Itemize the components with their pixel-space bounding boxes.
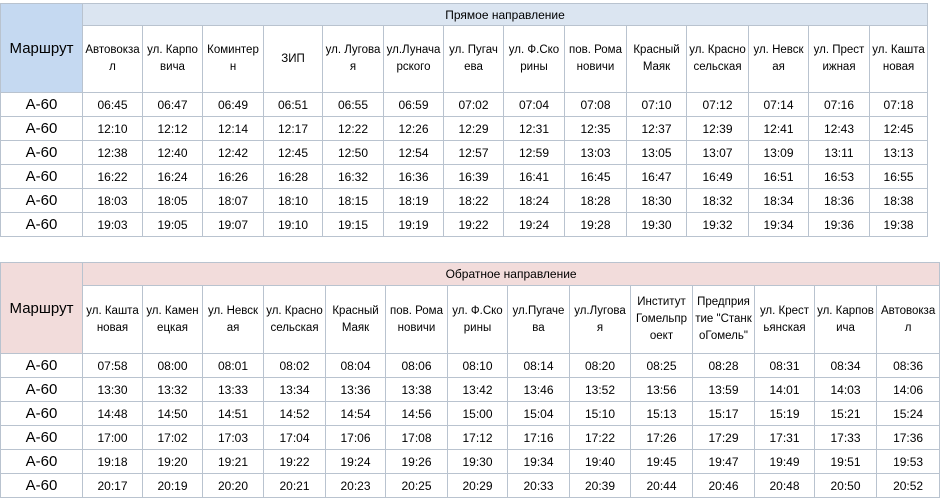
table-row bbox=[1, 141, 928, 165]
table-row bbox=[1, 474, 940, 498]
time-cell: 08:02 bbox=[264, 354, 326, 378]
route-cell: А-60 bbox=[1, 141, 83, 165]
time-cell: 17:16 bbox=[508, 426, 570, 450]
time-cell: 07:14 bbox=[749, 93, 809, 117]
time-cell: 18:34 bbox=[749, 189, 809, 213]
time-cell: 13:46 bbox=[508, 378, 570, 402]
time-cell: 15:24 bbox=[877, 402, 940, 426]
time-cell: 19:18 bbox=[83, 450, 143, 474]
stop-header: ул. Красносельская bbox=[687, 26, 749, 93]
time-cell: 15:21 bbox=[815, 402, 877, 426]
time-cell: 12:31 bbox=[504, 117, 565, 141]
time-cell: 17:33 bbox=[815, 426, 877, 450]
route-header: Маршрут bbox=[9, 39, 74, 57]
time-cell: 16:39 bbox=[444, 165, 504, 189]
stop-header: ул. Каменецкая bbox=[143, 286, 203, 354]
time-cell: 20:25 bbox=[386, 474, 448, 498]
stop-header: ул. Невская bbox=[749, 26, 809, 93]
time-cell: 19:32 bbox=[687, 213, 749, 237]
time-cell: 08:00 bbox=[143, 354, 203, 378]
time-cell: 12:42 bbox=[203, 141, 264, 165]
time-cell: 12:38 bbox=[83, 141, 143, 165]
time-cell: 06:49 bbox=[203, 93, 264, 117]
time-cell: 18:05 bbox=[143, 189, 203, 213]
time-cell: 15:04 bbox=[508, 402, 570, 426]
stop-header: ул. Каштановая bbox=[870, 26, 928, 93]
time-cell: 20:19 bbox=[143, 474, 203, 498]
route-cell: А-60 bbox=[1, 474, 83, 498]
time-cell: 20:44 bbox=[631, 474, 693, 498]
time-cell: 19:19 bbox=[384, 213, 444, 237]
time-cell: 17:00 bbox=[83, 426, 143, 450]
time-cell: 17:02 bbox=[143, 426, 203, 450]
time-cell: 14:01 bbox=[755, 378, 815, 402]
route-header: Маршрут bbox=[9, 299, 74, 317]
time-cell: 19:38 bbox=[870, 213, 928, 237]
time-cell: 13:38 bbox=[386, 378, 448, 402]
stop-header: Коминтерн bbox=[203, 26, 264, 93]
time-cell: 20:33 bbox=[508, 474, 570, 498]
time-cell: 12:41 bbox=[749, 117, 809, 141]
time-cell: 07:16 bbox=[809, 93, 870, 117]
time-cell: 07:10 bbox=[627, 93, 687, 117]
time-cell: 19:22 bbox=[264, 450, 326, 474]
time-cell: 19:30 bbox=[448, 450, 508, 474]
time-cell: 13:13 bbox=[870, 141, 928, 165]
time-cell: 19:21 bbox=[203, 450, 264, 474]
stop-header: ул. Пугачева bbox=[444, 26, 504, 93]
stop-header: пов. Романовичи bbox=[386, 286, 448, 354]
time-cell: 19:49 bbox=[755, 450, 815, 474]
time-cell: 12:50 bbox=[323, 141, 384, 165]
time-cell: 12:43 bbox=[809, 117, 870, 141]
time-cell: 20:29 bbox=[448, 474, 508, 498]
time-cell: 17:12 bbox=[448, 426, 508, 450]
time-cell: 15:19 bbox=[755, 402, 815, 426]
route-cell: А-60 bbox=[1, 117, 83, 141]
route-cell: А-60 bbox=[1, 213, 83, 237]
time-cell: 14:56 bbox=[386, 402, 448, 426]
time-cell: 13:30 bbox=[83, 378, 143, 402]
time-cell: 12:39 bbox=[687, 117, 749, 141]
time-cell: 16:51 bbox=[749, 165, 809, 189]
time-cell: 12:57 bbox=[444, 141, 504, 165]
table-row bbox=[1, 189, 928, 213]
time-cell: 19:34 bbox=[508, 450, 570, 474]
time-cell: 13:09 bbox=[749, 141, 809, 165]
stop-header: Красный Маяк bbox=[627, 26, 687, 93]
time-cell: 07:04 bbox=[504, 93, 565, 117]
time-cell: 19:03 bbox=[83, 213, 143, 237]
time-cell: 08:20 bbox=[570, 354, 631, 378]
time-cell: 19:30 bbox=[627, 213, 687, 237]
time-cell: 16:26 bbox=[203, 165, 264, 189]
time-cell: 12:54 bbox=[384, 141, 444, 165]
time-cell: 16:28 bbox=[264, 165, 323, 189]
stop-header: ЗИП bbox=[264, 26, 323, 93]
stop-header: ул. Ф.Скорины bbox=[448, 286, 508, 354]
time-cell: 12:59 bbox=[504, 141, 565, 165]
time-cell: 15:13 bbox=[631, 402, 693, 426]
time-cell: 20:17 bbox=[83, 474, 143, 498]
time-cell: 14:03 bbox=[815, 378, 877, 402]
time-cell: 13:36 bbox=[326, 378, 386, 402]
table-row bbox=[1, 378, 940, 402]
time-cell: 12:17 bbox=[264, 117, 323, 141]
stop-header: Автовокзал bbox=[83, 26, 143, 93]
time-cell: 17:29 bbox=[693, 426, 755, 450]
time-cell: 18:10 bbox=[264, 189, 323, 213]
table-row bbox=[1, 93, 928, 117]
time-cell: 12:35 bbox=[565, 117, 627, 141]
stop-header: ул.Луговая bbox=[570, 286, 631, 354]
route-cell: А-60 bbox=[1, 354, 83, 378]
time-cell: 20:21 bbox=[264, 474, 326, 498]
time-cell: 18:32 bbox=[687, 189, 749, 213]
table-row bbox=[1, 117, 928, 141]
time-cell: 19:34 bbox=[749, 213, 809, 237]
time-cell: 14:51 bbox=[203, 402, 264, 426]
time-cell: 18:07 bbox=[203, 189, 264, 213]
time-cell: 19:53 bbox=[877, 450, 940, 474]
time-cell: 08:14 bbox=[508, 354, 570, 378]
stop-header: Предприятие "СтанкоГомель" bbox=[693, 286, 755, 354]
time-cell: 13:03 bbox=[565, 141, 627, 165]
time-cell: 14:48 bbox=[83, 402, 143, 426]
time-cell: 19:47 bbox=[693, 450, 755, 474]
stop-header: ул. Луговая bbox=[323, 26, 384, 93]
time-cell: 07:18 bbox=[870, 93, 928, 117]
time-cell: 19:45 bbox=[631, 450, 693, 474]
time-cell: 17:03 bbox=[203, 426, 264, 450]
time-cell: 12:37 bbox=[627, 117, 687, 141]
time-cell: 13:42 bbox=[448, 378, 508, 402]
route-cell: А-60 bbox=[1, 402, 83, 426]
stop-header: пов. Романовичи bbox=[565, 26, 627, 93]
time-cell: 19:07 bbox=[203, 213, 264, 237]
time-cell: 08:06 bbox=[386, 354, 448, 378]
route-cell: А-60 bbox=[1, 165, 83, 189]
time-cell: 13:56 bbox=[631, 378, 693, 402]
time-cell: 16:47 bbox=[627, 165, 687, 189]
time-cell: 17:26 bbox=[631, 426, 693, 450]
time-cell: 16:55 bbox=[870, 165, 928, 189]
stop-header: Автовокзал bbox=[877, 286, 940, 354]
time-cell: 12:45 bbox=[870, 117, 928, 141]
time-cell: 06:51 bbox=[264, 93, 323, 117]
direction-title: Прямое направление bbox=[83, 4, 928, 26]
time-cell: 08:36 bbox=[877, 354, 940, 378]
time-cell: 16:41 bbox=[504, 165, 565, 189]
route-cell: А-60 bbox=[1, 378, 83, 402]
stop-header: ул. Карповича bbox=[815, 286, 877, 354]
time-cell: 18:22 bbox=[444, 189, 504, 213]
time-cell: 07:12 bbox=[687, 93, 749, 117]
time-cell: 08:31 bbox=[755, 354, 815, 378]
table-row bbox=[1, 354, 940, 378]
route-header-cell bbox=[1, 4, 83, 93]
table-row bbox=[1, 426, 940, 450]
route-cell: А-60 bbox=[1, 93, 83, 117]
time-cell: 18:19 bbox=[384, 189, 444, 213]
time-cell: 12:45 bbox=[264, 141, 323, 165]
time-cell: 12:40 bbox=[143, 141, 203, 165]
time-cell: 13:52 bbox=[570, 378, 631, 402]
time-cell: 17:08 bbox=[386, 426, 448, 450]
time-cell: 19:22 bbox=[444, 213, 504, 237]
route-cell: А-60 bbox=[1, 450, 83, 474]
time-cell: 20:52 bbox=[877, 474, 940, 498]
route-header-cell bbox=[1, 263, 83, 354]
time-cell: 15:00 bbox=[448, 402, 508, 426]
time-cell: 12:14 bbox=[203, 117, 264, 141]
time-cell: 18:30 bbox=[627, 189, 687, 213]
forward-timetable bbox=[0, 3, 928, 253]
time-cell: 16:36 bbox=[384, 165, 444, 189]
time-cell: 14:54 bbox=[326, 402, 386, 426]
stop-header: ул. Ф.Скорины bbox=[504, 26, 565, 93]
time-cell: 14:52 bbox=[264, 402, 326, 426]
table-row bbox=[1, 165, 928, 189]
time-cell: 20:50 bbox=[815, 474, 877, 498]
time-cell: 19:40 bbox=[570, 450, 631, 474]
stop-header: ул. Красносельская bbox=[264, 286, 326, 354]
time-cell: 08:25 bbox=[631, 354, 693, 378]
time-cell: 12:26 bbox=[384, 117, 444, 141]
time-cell: 12:22 bbox=[323, 117, 384, 141]
time-cell: 19:15 bbox=[323, 213, 384, 237]
table-row bbox=[1, 450, 940, 474]
direction-title: Обратное направление bbox=[83, 263, 940, 286]
time-cell: 12:10 bbox=[83, 117, 143, 141]
time-cell: 17:31 bbox=[755, 426, 815, 450]
stop-header: Институт Гомельпроект bbox=[631, 286, 693, 354]
time-cell: 13:11 bbox=[809, 141, 870, 165]
time-cell: 16:49 bbox=[687, 165, 749, 189]
table-row bbox=[1, 402, 940, 426]
time-cell: 18:36 bbox=[809, 189, 870, 213]
time-cell: 19:20 bbox=[143, 450, 203, 474]
time-cell: 13:33 bbox=[203, 378, 264, 402]
time-cell: 17:04 bbox=[264, 426, 326, 450]
time-cell: 13:07 bbox=[687, 141, 749, 165]
stop-header: ул. Крестьянская bbox=[755, 286, 815, 354]
time-cell: 16:24 bbox=[143, 165, 203, 189]
time-cell: 17:06 bbox=[326, 426, 386, 450]
time-cell: 07:58 bbox=[83, 354, 143, 378]
stop-header: ул. Невская bbox=[203, 286, 264, 354]
time-cell: 19:36 bbox=[809, 213, 870, 237]
time-cell: 08:28 bbox=[693, 354, 755, 378]
stop-header: ул.Пугачева bbox=[508, 286, 570, 354]
table-row bbox=[1, 213, 928, 237]
time-cell: 16:45 bbox=[565, 165, 627, 189]
time-cell: 19:28 bbox=[565, 213, 627, 237]
stop-header: ул. Карповича bbox=[143, 26, 203, 93]
time-cell: 20:48 bbox=[755, 474, 815, 498]
time-cell: 14:06 bbox=[877, 378, 940, 402]
time-cell: 07:08 bbox=[565, 93, 627, 117]
time-cell: 06:55 bbox=[323, 93, 384, 117]
time-cell: 16:22 bbox=[83, 165, 143, 189]
time-cell: 20:23 bbox=[326, 474, 386, 498]
time-cell: 12:29 bbox=[444, 117, 504, 141]
backward-timetable bbox=[0, 262, 940, 498]
time-cell: 19:26 bbox=[386, 450, 448, 474]
time-cell: 08:01 bbox=[203, 354, 264, 378]
time-cell: 08:34 bbox=[815, 354, 877, 378]
time-cell: 18:24 bbox=[504, 189, 565, 213]
time-cell: 06:59 bbox=[384, 93, 444, 117]
time-cell: 15:17 bbox=[693, 402, 755, 426]
time-cell: 17:36 bbox=[877, 426, 940, 450]
stop-header: ул. Престижная bbox=[809, 26, 870, 93]
time-cell: 06:47 bbox=[143, 93, 203, 117]
time-cell: 13:05 bbox=[627, 141, 687, 165]
time-cell: 17:22 bbox=[570, 426, 631, 450]
time-cell: 19:24 bbox=[504, 213, 565, 237]
time-cell: 08:04 bbox=[326, 354, 386, 378]
time-cell: 14:50 bbox=[143, 402, 203, 426]
time-cell: 19:05 bbox=[143, 213, 203, 237]
time-cell: 18:28 bbox=[565, 189, 627, 213]
time-cell: 15:10 bbox=[570, 402, 631, 426]
time-cell: 07:02 bbox=[444, 93, 504, 117]
spacer-row bbox=[1, 237, 928, 253]
time-cell: 19:24 bbox=[326, 450, 386, 474]
time-cell: 16:53 bbox=[809, 165, 870, 189]
time-cell: 20:39 bbox=[570, 474, 631, 498]
time-cell: 18:03 bbox=[83, 189, 143, 213]
time-cell: 16:32 bbox=[323, 165, 384, 189]
time-cell: 06:45 bbox=[83, 93, 143, 117]
stop-header: ул.Луначарского bbox=[384, 26, 444, 93]
stop-header: Красный Маяк bbox=[326, 286, 386, 354]
route-cell: А-60 bbox=[1, 189, 83, 213]
time-cell: 13:32 bbox=[143, 378, 203, 402]
time-cell: 19:10 bbox=[264, 213, 323, 237]
time-cell: 13:59 bbox=[693, 378, 755, 402]
time-cell: 13:34 bbox=[264, 378, 326, 402]
time-cell: 19:51 bbox=[815, 450, 877, 474]
stop-header: ул. Каштановая bbox=[83, 286, 143, 354]
time-cell: 18:38 bbox=[870, 189, 928, 213]
time-cell: 08:10 bbox=[448, 354, 508, 378]
time-cell: 20:20 bbox=[203, 474, 264, 498]
time-cell: 20:46 bbox=[693, 474, 755, 498]
route-cell: А-60 bbox=[1, 426, 83, 450]
time-cell: 12:12 bbox=[143, 117, 203, 141]
time-cell: 18:15 bbox=[323, 189, 384, 213]
